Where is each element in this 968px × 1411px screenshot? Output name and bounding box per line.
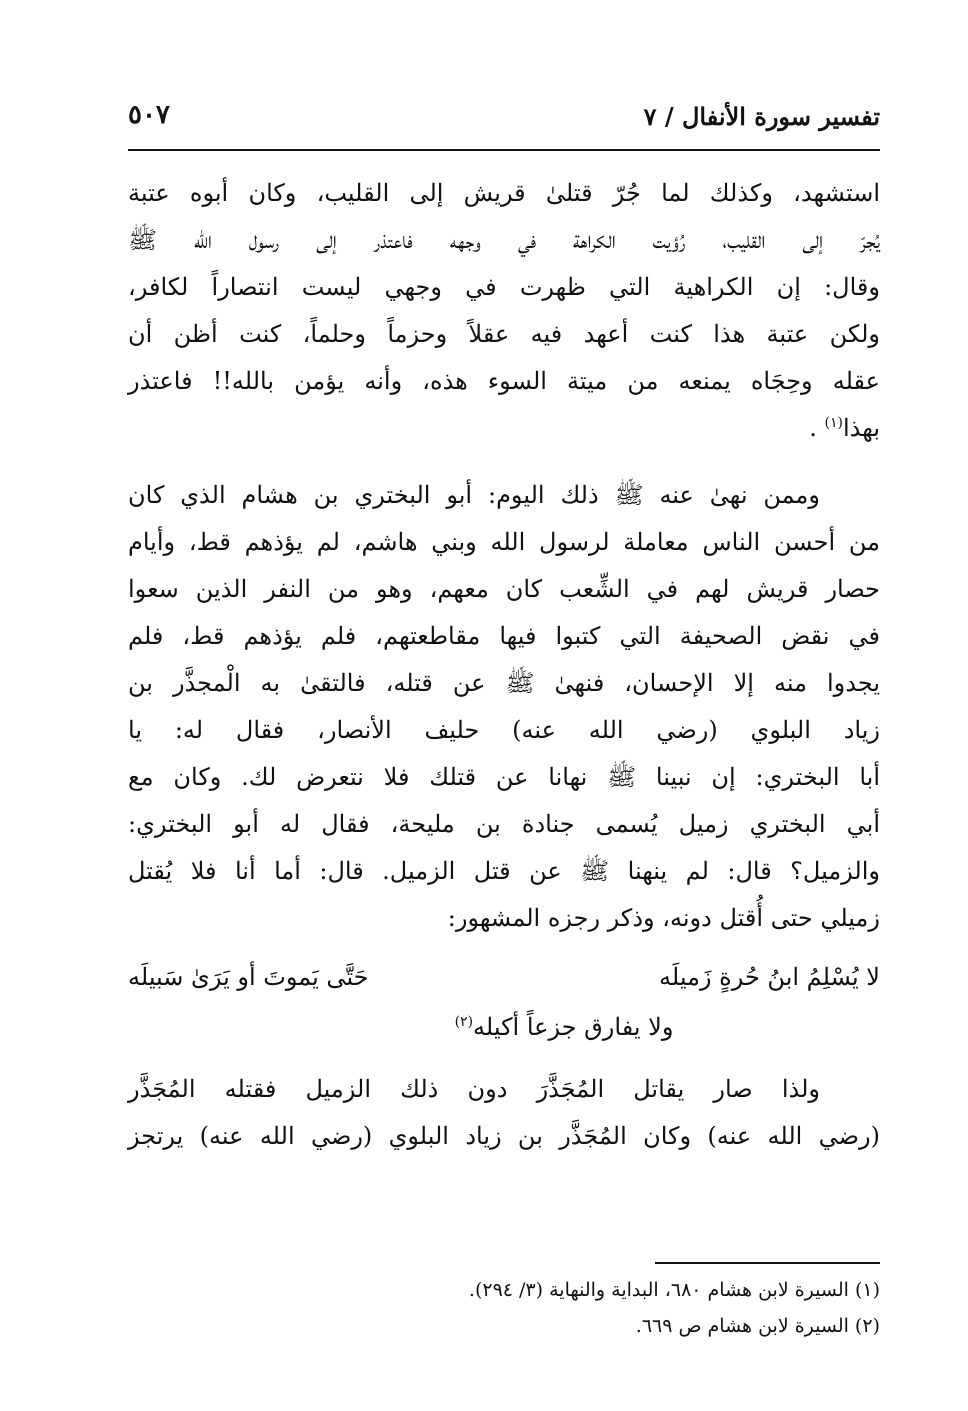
footnote: (١) السيرة لابن هشام ٦٨٠، البداية والنهاية (٣/ ٢٩٤). [468, 1279, 880, 1301]
footnotes [128, 1272, 880, 1344]
text-line: ولكن عتبة هذا كنت أعهد فيه عقلاً وحزماً وحلماً، كنت أظن أن [128, 320, 880, 348]
text-line: حصار قريش لهم في الشِّعب كان معهم، وهو من النفر الذين سعوا [128, 575, 880, 603]
text-line: والزميل؟ قال: لم ينهنا ﷺ عن قتل الزميل. قال: أما أنا فلا يُقتل [128, 857, 880, 885]
footnote-rule [655, 1262, 880, 1264]
text-fragment: . [809, 414, 817, 442]
text-line: من أحسن الناس معاملة لرسول الله وبني هاشم، لم يؤذهم قط، وأيام [128, 528, 880, 556]
text-line: زميلي حتى أُقتل دونه، وذكر رجزه المشهور: [447, 904, 880, 932]
paragraph-gap [128, 452, 880, 472]
text-line: يجدوا منه إلا الإحسان، فنهىٰ ﷺ عن قتله، فالتقىٰ به الْمجذَّر بن [128, 669, 880, 697]
footnote: (٢) السيرة لابن هشام ص ٦٦٩. [635, 1315, 880, 1337]
page-header [128, 96, 880, 142]
footnote-ref: (١) [824, 415, 843, 431]
text-line: أبي البختري زميل يُسمى جنادة بن مليحة، فقال له أبو البختري: [128, 810, 880, 838]
body-text [128, 170, 880, 1160]
text-line: يُجرّ إلى القليب، رُؤيت الكراهة في وجهه فاعتذر إلى رسول الله ﷺ [128, 226, 880, 254]
running-title: تفسير سورة الأنفال / ٧ [643, 102, 880, 131]
text-line: (رضي الله عنه) وكان المُجَذَّر بن زياد البلوي (رضي الله عنه) يرتجز [128, 1122, 881, 1150]
paragraph-gap [128, 1052, 880, 1066]
text-line: ولذا صار يقاتل المُجَذَّرَ دون ذلك الزميل فقتله المُجَذَّر [128, 1075, 820, 1103]
text-line: زياد البلوي (رضي الله عنه) حليف الأنصار، فقال له: يا [128, 716, 880, 744]
verse-hemistich-right: لا يُسْلِمُ ابنُ حُرةٍ زَميلَه [659, 963, 880, 991]
text-line: عقله وحِجَاه يمنعه من ميتة السوء هذه، وأنه يؤمن بالله!! فاعتذر [128, 367, 880, 395]
text-line: استشهد، وكذلك لما جُرّ قتلىٰ قريش إلى القليب، وكان أبوه عتبة [128, 179, 880, 207]
text-line [128, 405, 880, 452]
verse-hemistich-left: حَتَّى يَموتَ أو يَرَىٰ سَبيلَه [128, 963, 369, 991]
paragraph-gap [128, 942, 880, 952]
text-line: وقال: إن الكراهية التي ظهرت في وجهي ليست انتصاراً لكافر، [128, 273, 880, 301]
text-fragment: بهذا [842, 414, 880, 442]
footnote-ref: (٢) [454, 1014, 474, 1030]
header-rule [128, 149, 880, 151]
page-number: ٥٠٧ [128, 100, 170, 130]
text-line: في نقض الصحيفة التي كتبوا فيها مقاطعتهم، فلم يؤذهم قط، فلم [128, 622, 880, 650]
verse-line [128, 1002, 880, 1052]
verse-line [128, 952, 880, 1002]
text-line: وممن نهىٰ عنه ﷺ ذلك اليوم: أبو البختري بن هشام الذي كان [128, 481, 820, 509]
verse-hemistich: ولا يفارق جزعاً أكيله [473, 1013, 674, 1041]
text-line: أبا البختري: إن نبينا ﷺ نهانا عن قتلك فلا نتعرض لك. وكان مع [128, 763, 880, 791]
